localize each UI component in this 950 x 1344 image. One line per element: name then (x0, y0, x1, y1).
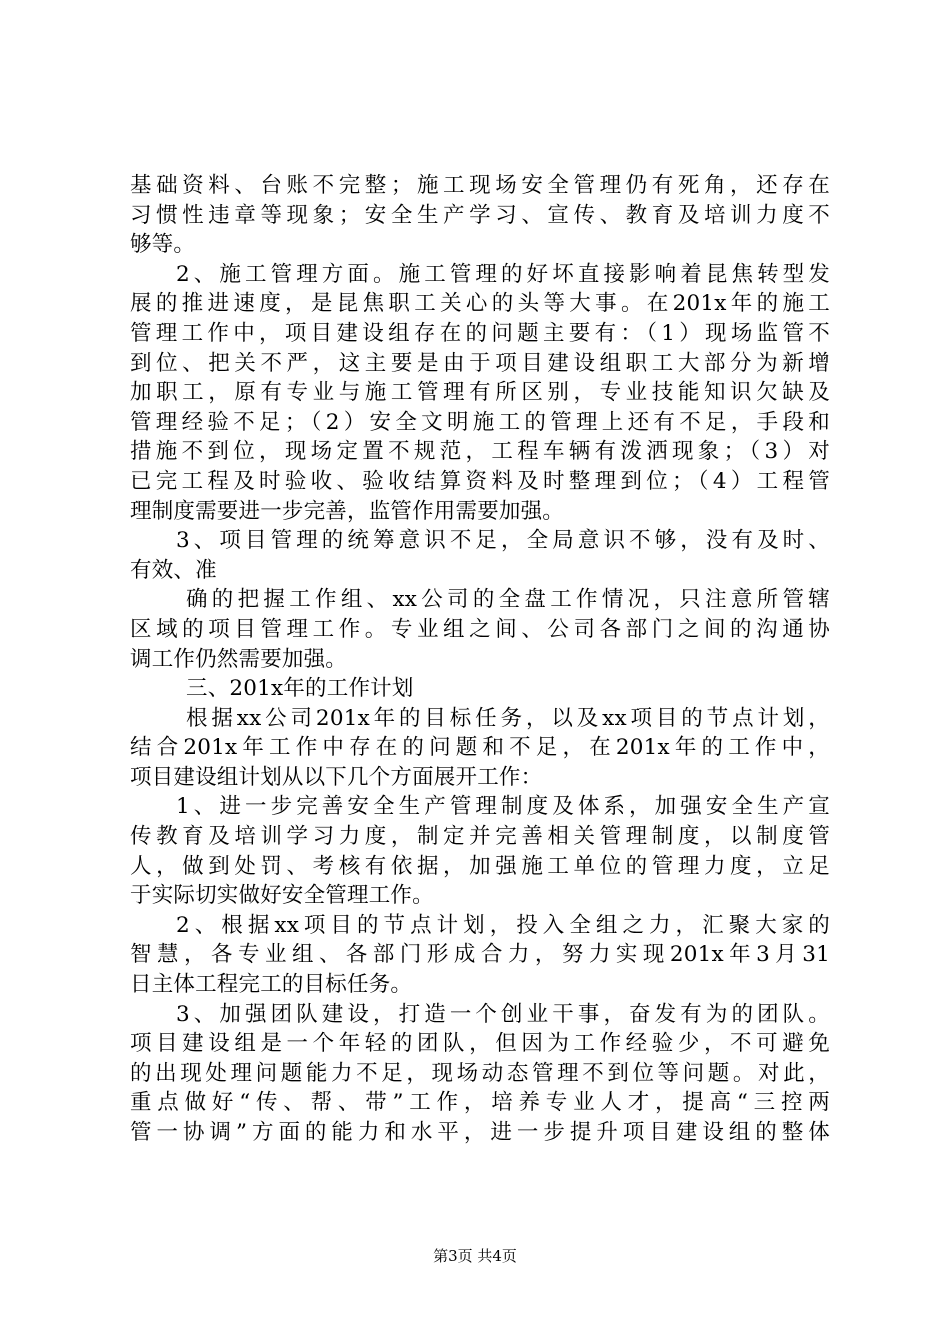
text-line: 调工作仍然需要加强。 (130, 646, 348, 672)
text-line: 1、进一步完善安全生产管理制度及体系，加强安全生产宣 (176, 794, 830, 820)
text-line: 有效、准 (130, 557, 217, 583)
text-line: 2、根据xx项目的节点计划，投入全组之力，汇聚大家的 (176, 912, 830, 938)
document-body (130, 171, 830, 1148)
text-line: 已完工程及时验收、验收结算资料及时整理到位；（4）工程管 (130, 468, 830, 494)
text-line: 于实际切实做好安全管理工作。 (130, 883, 434, 909)
text-line: 项目建设组计划从以下几个方面展开工作： (130, 764, 543, 790)
text-line: 2、施工管理方面。施工管理的好坏直接影响着昆焦转型发 (176, 261, 830, 287)
text-line: 结合201x年工作中存在的问题和不足，在201x年的工作中， (130, 735, 830, 761)
text-line: 够等。 (130, 232, 196, 258)
page-footer: 第3页 共4页 (433, 1247, 517, 1265)
text-line: 理制度需要进一步完善，监管作用需要加强。 (130, 498, 565, 524)
text-line: 管理工作中，项目建设组存在的问题主要有：（1）现场监管不 (130, 320, 830, 346)
text-line: 根据xx公司201x年的目标任务，以及xx项目的节点计划， (186, 705, 830, 731)
text-line: 管一协调”方面的能力和水平，进一步提升项目建设组的整体 (130, 1120, 830, 1145)
text-line: 的出现处理问题能力不足，现场动态管理不到位等问题。对此， (130, 1060, 830, 1086)
text-line: 展的推进速度，是昆焦职工关心的头等大事。在201x年的施工 (130, 291, 830, 317)
text-line: 3、项目管理的统筹意识不足，全局意识不够，没有及时、 (176, 528, 830, 554)
text-line: 重点做好“传、帮、带”工作，培养专业人才，提高“三控两 (130, 1090, 830, 1116)
text-line: 智慧，各专业组、各部门形成合力，努力实现201x年3月31 (130, 942, 830, 968)
text-line: 3、加强团队建设，打造一个创业干事，奋发有为的团队。 (176, 1001, 830, 1027)
text-line: 项目建设组是一个年轻的团队，但因为工作经验少，不可避免 (130, 1031, 830, 1057)
text-line: 习惯性违章等现象；安全生产学习、宣传、教育及培训力度不 (130, 202, 830, 228)
text-line: 措施不到位，现场定置不规范，工程车辆有泼洒现象；（3）对 (130, 439, 830, 465)
text-line: 人，做到处罚、考核有依据，加强施工单位的管理力度，立足 (130, 853, 830, 879)
text-line: 到位、把关不严，这主要是由于项目建设组职工大部分为新增 (130, 350, 830, 376)
text-line: 确的把握工作组、xx公司的全盘工作情况，只注意所管辖 (186, 587, 830, 613)
text-line: 管理经验不足；（2）安全文明施工的管理上还有不足，手段和 (130, 409, 830, 435)
text-line: 日主体工程完工的目标任务。 (130, 972, 413, 998)
text-line: 基础资料、台账不完整；施工现场安全管理仍有死角，还存在 (130, 173, 830, 198)
text-line: 加职工，原有专业与施工管理有所区别，专业技能知识欠缺及 (130, 380, 830, 406)
text-line: 区域的项目管理工作。专业组之间、公司各部门之间的沟通协 (130, 616, 830, 642)
text-line: 传教育及培训学习力度，制定并完善相关管理制度，以制度管 (130, 824, 830, 850)
text-line: 三、201x年的工作计划 (186, 676, 414, 702)
